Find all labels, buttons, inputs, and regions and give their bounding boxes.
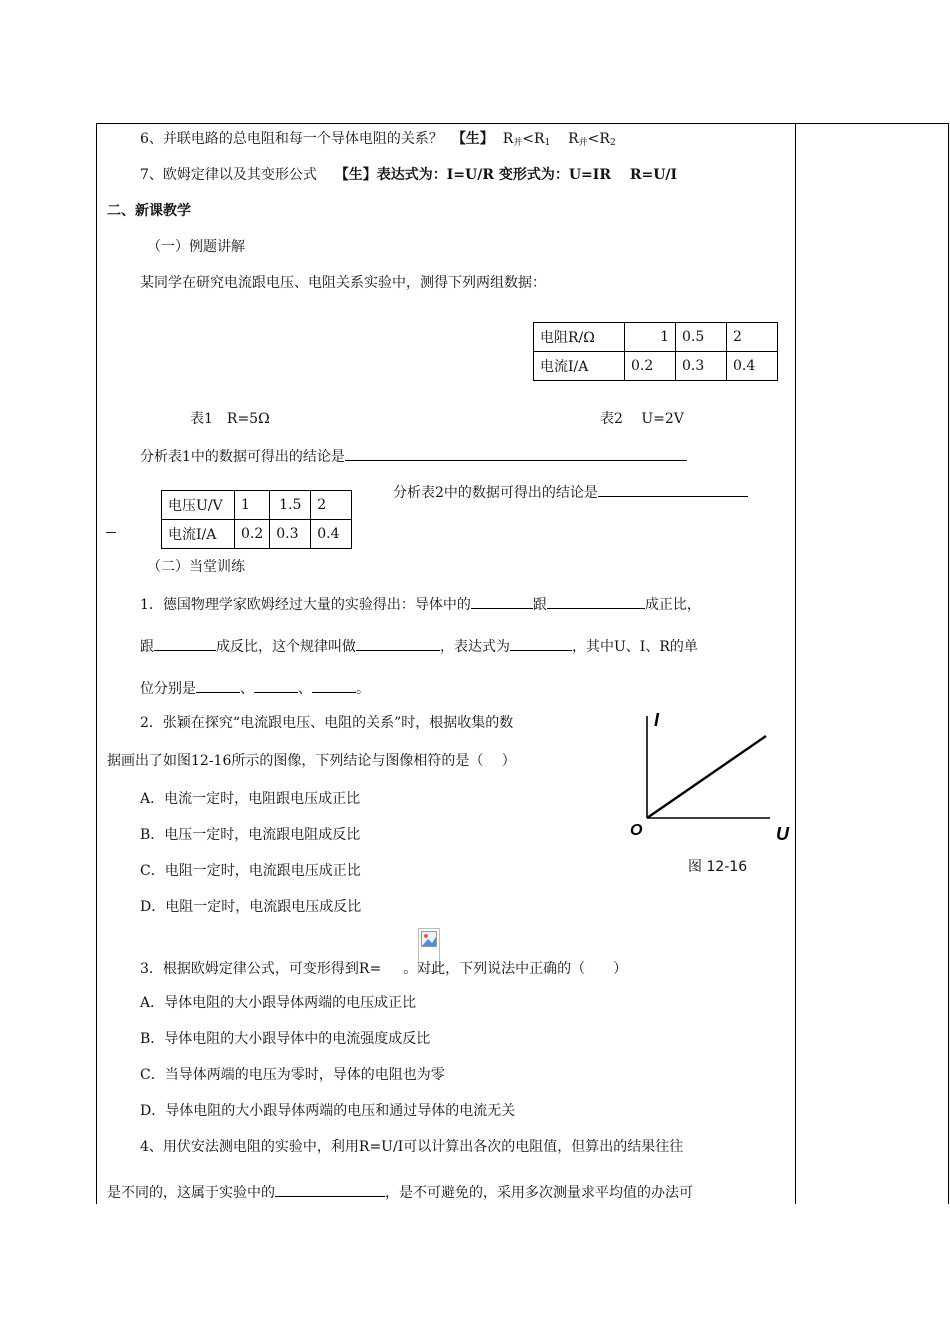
answer-blank[interactable] bbox=[356, 636, 440, 651]
practice-q3-option-b: B．导体电阻的大小跟导体中的电流强度成反比 bbox=[140, 1031, 431, 1047]
example-heading: （一）例题讲解 bbox=[147, 239, 245, 255]
table2-caption: 表2 U=2V bbox=[600, 411, 684, 427]
broken-image-icon bbox=[421, 931, 437, 947]
practice-q3: 3．根据欧姆定律公式，可变形得到R= 。对此，下列说法中正确的（ ） bbox=[140, 961, 628, 977]
practice-heading: （二）当堂训练 bbox=[147, 559, 245, 575]
data-line bbox=[647, 736, 766, 818]
practice-q3-option-a: A．导体电阻的大小跟导体两端的电压成正比 bbox=[140, 995, 417, 1011]
table-row: 电压U/V 1 1.5 2 bbox=[162, 491, 352, 520]
practice-q2-option-a: A．电流一定时，电阻跟电压成正比 bbox=[140, 791, 361, 807]
analysis-table2: 分析表2中的数据可得出的结论是 bbox=[393, 482, 748, 502]
column-divider bbox=[795, 124, 796, 1204]
practice-q2-option-b: B．电压一定时，电流跟电阻成反比 bbox=[140, 827, 361, 843]
practice-q2-option-d: D．电阻一定时，电流跟电压成反比 bbox=[140, 899, 362, 915]
answer-blank[interactable] bbox=[312, 678, 356, 693]
answer-blank[interactable] bbox=[471, 594, 533, 609]
practice-q2-option-c: C．电阻一定时，电流跟电压成正比 bbox=[140, 863, 361, 879]
voltage-table bbox=[161, 490, 352, 549]
practice-q4-line1: 4、用伏安法测电阻的实验中，利用R=U/I可以计算出各次的电阻值，但算出的结果往往 bbox=[140, 1139, 684, 1155]
practice-q1-line2: 跟 成反比，这个规律叫做 ，表达式为 ，其中U、I、R的单 bbox=[140, 636, 698, 656]
practice-q1-line1: 1．德国物理学家欧姆经过大量的实验得出：导体中的 跟 成正比， bbox=[140, 594, 701, 614]
table-row: 电流I/A 0.2 0.3 0.4 bbox=[162, 520, 352, 549]
anchor-mark bbox=[106, 532, 116, 533]
answer-blank[interactable] bbox=[510, 636, 572, 651]
review-q6: 6、并联电路的总电阻和每一个导体电阻的关系？ 【生】 $R_并<R_1$ $R_并<R_2$ bbox=[140, 131, 616, 148]
section-heading: 二、新课教学 bbox=[107, 203, 191, 219]
practice-q3-option-d: D．导体电阻的大小跟导体两端的电压和通过导体的电流无关 bbox=[140, 1103, 516, 1119]
current-voltage-graph bbox=[620, 700, 796, 880]
answer-blank[interactable] bbox=[196, 678, 240, 693]
origin-label: O bbox=[630, 822, 643, 839]
table1-caption: 表1 R=5Ω bbox=[190, 411, 270, 427]
practice-q4-line2: 是不同的，这属于实验中的 ，是不可避免的，采用多次测量求平均值的办法可 bbox=[107, 1182, 693, 1202]
resistance-table bbox=[533, 322, 778, 381]
y-axis-label: I bbox=[654, 710, 660, 730]
practice-q1-line3: 位分别是 、 、 。 bbox=[140, 678, 370, 698]
answer-blank[interactable] bbox=[345, 446, 687, 461]
figure-caption: 图 12-16 bbox=[688, 859, 748, 875]
practice-q3-option-c: C．当导体两端的电压为零时，导体的电阻也为零 bbox=[140, 1067, 445, 1083]
answer-blank[interactable] bbox=[547, 594, 645, 609]
table-row: 电流I/A 0.2 0.3 0.4 bbox=[534, 352, 778, 381]
x-axis-label: U bbox=[776, 824, 789, 844]
example-intro: 某同学在研究电流跟电压、电阻关系实验中，测得下列两组数据： bbox=[140, 275, 546, 291]
practice-q2-line1: 2．张颖在探究“电流跟电压、电阻的关系”时，根据收集的数 bbox=[140, 715, 514, 731]
answer-blank[interactable] bbox=[154, 636, 216, 651]
answer-blank[interactable] bbox=[254, 678, 298, 693]
practice-q2-line2: 据画出了如图12-16所示的图像，下列结论与图像相符的是（ ） bbox=[107, 753, 516, 769]
answer-blank[interactable] bbox=[598, 482, 748, 497]
analysis-table1: 分析表1中的数据可得出的结论是 bbox=[140, 446, 687, 466]
answer-blank[interactable] bbox=[275, 1182, 385, 1197]
review-q7: 7、欧姆定律以及其变形公式 【生】表达式为：I=U/R 变形式为：U=IR R=U/I bbox=[140, 167, 678, 183]
table-row: 电阻R/Ω 1 0.5 2 bbox=[534, 323, 778, 352]
